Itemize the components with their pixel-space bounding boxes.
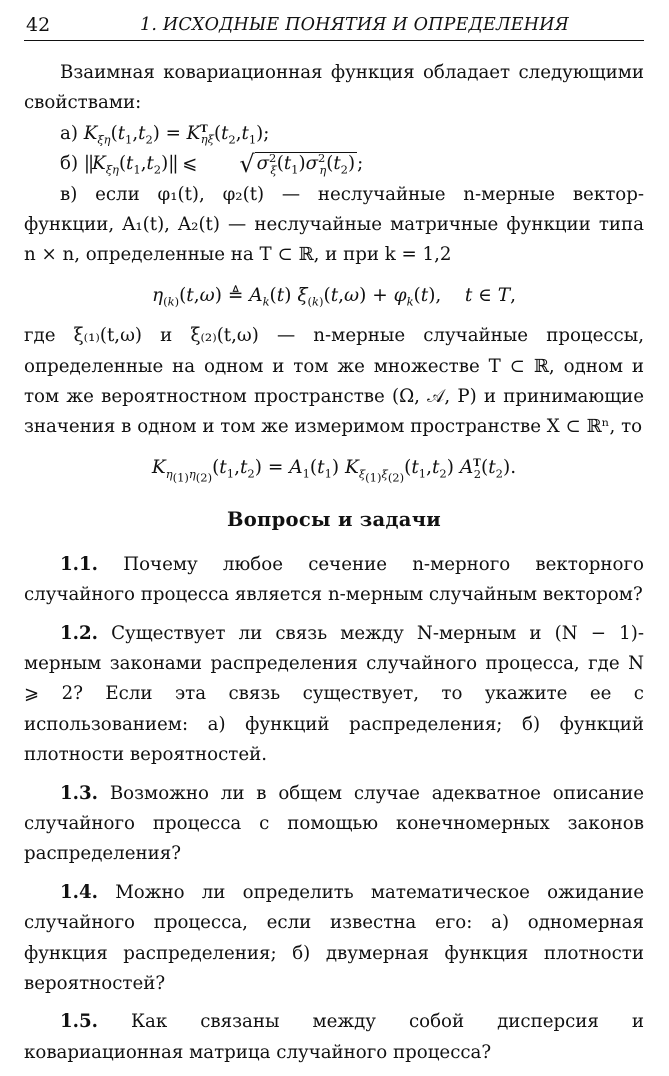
question-item: 1.5. Как связаны между собой дисперсия и ковариационная матрица случайного процесса? bbox=[24, 1011, 644, 1063]
question-item: 1.1. Почему любое сечение n-мерного векторного случайного процесса является n-мерным случайным вектором? bbox=[24, 553, 644, 606]
section-heading: Вопросы и задачи bbox=[226, 508, 442, 532]
page-body bbox=[24, 58, 644, 1076]
question-item: 1.2. Существует ли связь между N-мерным и (N − 1)-мерным законами распределения случайного процесса, где N ⩾ 2? Если эта связь существует, то укажите ее с использованием: а) функций распределения; б) функций плотности вероятностей. bbox=[24, 622, 644, 766]
question-item: 1.3. Возможно ли в общем случае адекватное описание случайного процесса с помощью конечномерных законов распределения? bbox=[24, 782, 644, 865]
property-b: б) $||K_{\xi\eta}(t_1,t_2)||$ ⩽ √ $\sigma^2_\xi(t_1)\sigma^2_\eta(t_2)$ ; bbox=[60, 150, 364, 179]
formula-eta: $\eta_{(k)}(t,\omega)$ ≜ $A_k(t) \xi_{(k)}(t,\omega) + \varphi_k(t)$, t ∈ T, bbox=[152, 284, 516, 309]
chapter-title: 1. ИСХОДНЫЕ ПОНЯТИЯ И ОПРЕДЕЛЕНИЯ bbox=[140, 15, 570, 35]
property-c: в) если φ₁(t), φ₂(t) — неслучайные n-мерные вектор-функции, A₁(t), A₂(t) — неслучайные матричные функции типа n × n, определенные на T ⊂ ℝ, и при k = 1,2 bbox=[24, 183, 644, 266]
property-c-where: где ξ₍₁₎(t,ω) и ξ₍₂₎(t,ω) — n-мерные случайные процессы, определенные на одном и том же множестве T ⊂ ℝ, одном и том же вероятностном пространстве (Ω, 𝒜, P) и принимающие значения в одном и том же измеримом пространстве X ⊂ ℝⁿ, то bbox=[24, 325, 644, 438]
question-item: 1.4. Можно ли определить математическое ожидание случайного процесса, если известна его: а) одномерная функция распределения; б) двумерная функция плотности вероятностей? bbox=[24, 881, 644, 994]
property-a: а) $K_{\xi\eta}(t_1,t_2) = K^T_{\eta\xi}(t_2,t_1)$; bbox=[60, 122, 270, 147]
page-number: 42 bbox=[26, 14, 51, 36]
running-header bbox=[24, 14, 644, 41]
properties-intro: Взаимная ковариационная функция обладает следующими свойствами: bbox=[24, 62, 644, 114]
formula-k: $K_{\eta_{(1)}\eta_{(2)}}(t_1,t_2) = A_1(t_1)$ $K_{\xi_{(1)}\xi_{(2)}}(t_1,t_2)$ $A^T_2(t_2)$. bbox=[151, 456, 517, 484]
